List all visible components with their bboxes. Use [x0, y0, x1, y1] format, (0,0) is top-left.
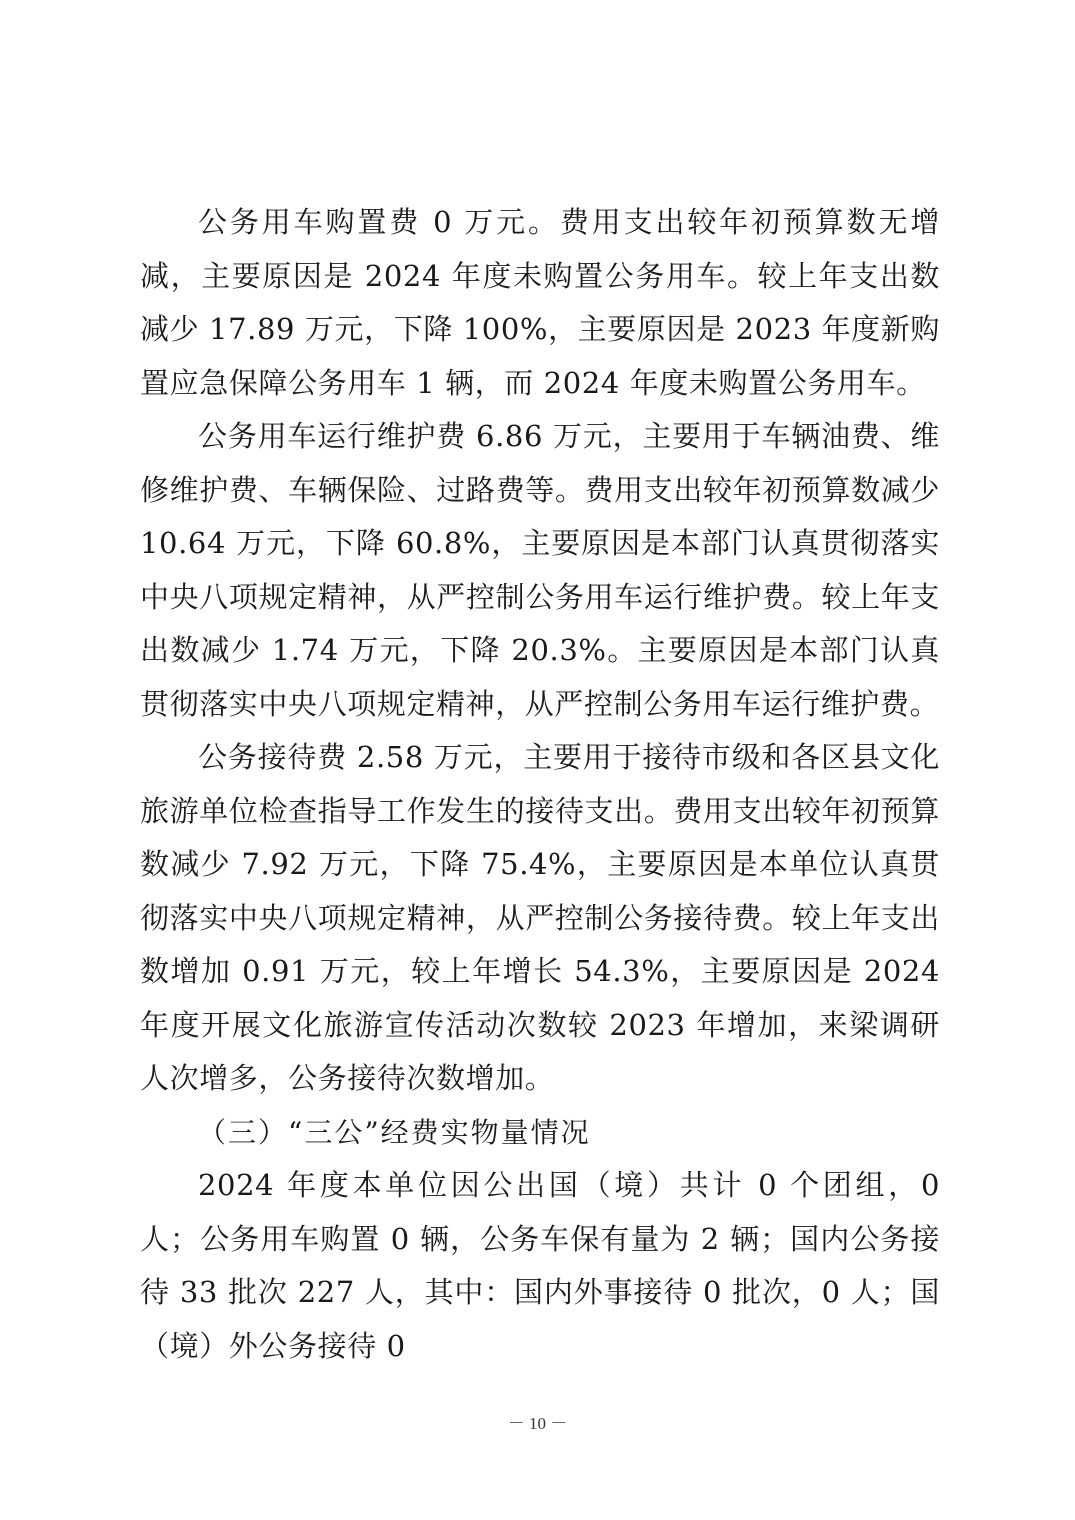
document-body: [140, 196, 940, 1373]
section-heading: （三）“三公”经费实物量情况: [198, 1115, 591, 1149]
paragraph-vehicle-purchase: 公务用车购置费 0 万元。费用支出较年初预算数无增减，主要原因是 2024 年度未购置公务用车。较上年支出数减少 17.89 万元，下降 100%，主要原因是 2023 年度新购置应急保障公务用车 1 辆，而 2024 年度未购置公务用车。: [140, 205, 940, 400]
paragraph-physical-quantity: 2024 年度本单位因公出国（境）共计 0 个团组，0 人；公务用车购置 0 辆，公务车保有量为 2 辆；国内公务接待 33 批次 227 人，其中：国内外事接待 0 批次，0 人；国（境）外公务接待 0: [140, 1168, 940, 1363]
page-number: － 10 －: [507, 1414, 568, 1433]
paragraph-vehicle-maintenance: 公务用车运行维护费 6.86 万元，主要用于车辆油费、维修维护费、车辆保险、过路费等。费用支出较年初预算数减少 10.64 万元，下降 60.8%，主要原因是本部门认真贯彻落实中央八项规定精神，从严控制公务用车运行维护费。较上年支出数减少 1.74 万元，下降 20.3%。主要原因是本部门认真贯彻落实中央八项规定精神，从严控制公务用车运行维护费。: [140, 419, 940, 721]
paragraph-reception-expense: 公务接待费 2.58 万元，主要用于接待市级和各区县文化旅游单位检查指导工作发生的接待支出。费用支出较年初预算数减少 7.92 万元，下降 75.4%，主要原因是本单位认真贯彻落实中央八项规定精神，从严控制公务接待费。较上年支出数增加 0.91 万元，较上年增长 54.3%，主要原因是 2024 年度开展文化旅游宣传活动次数较 2023 年增加，来梁调研人次增多，公务接待次数增加。: [140, 740, 940, 1095]
